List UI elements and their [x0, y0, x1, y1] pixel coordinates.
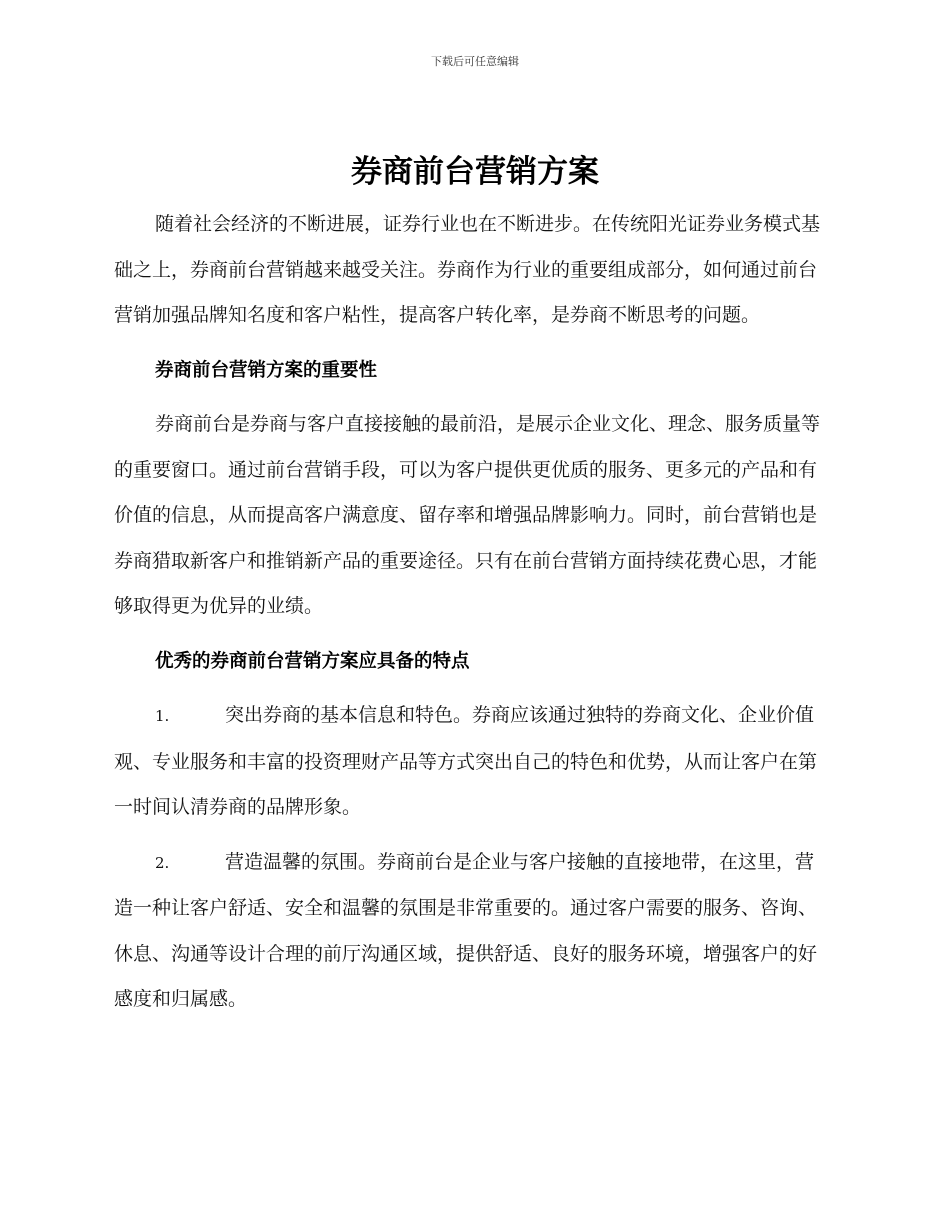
intro-paragraph: 随着社会经济的不断进展，证券行业也在不断进步。在传统阳光证券业务模式基础之上，券商前台营销越来越受关注。券商作为行业的重要组成部分，如何通过前台营销加强品牌知名度和客户粘性，提高客户转化率，是券商不断思考的问题。 [114, 213, 821, 326]
section-heading-features: 优秀的券商前台营销方案应具备的特点 [155, 650, 470, 672]
list-item-number: 2. [155, 853, 170, 872]
document-body [114, 202, 830, 1023]
document-title: 券商前台营销方案 [351, 154, 599, 190]
importance-paragraph: 券商前台是券商与客户直接接触的最前沿，是展示企业文化、理念、服务质量等的重要窗口。通过前台营销手段，可以为客户提供更优质的服务、更多元的产品和有价值的信息，从而提高客户满意度、留存率和增强品牌影响力。同时，前台营销也是券商猎取新客户和推销新产品的重要途径。只有在前台营销方面持续花费心思，才能够取得更为优异的业绩。 [114, 413, 821, 617]
list-item-text: 突出券商的基本信息和特色。券商应该通过独特的券商文化、企业价值观、专业服务和丰富的投资理财产品等方式突出自己的特色和优势，从而让客户在第一时间认清券商的品牌形象。 [114, 704, 818, 818]
list-item-text: 营造温馨的氛围。券商前台是企业与客户接触的直接地带，在这里，营造一种让客户舒适、安全和温馨的氛围是非常重要的。通过客户需要的服务、咨询、休息、沟通等设计合理的前厅沟通区域，提供舒适、良好的服务环境，增强客户的好感度和归属感。 [114, 850, 818, 1010]
list-item [114, 840, 830, 1023]
page-header-note: 下载后可任意编辑 [431, 55, 519, 68]
section-heading-importance: 券商前台营销方案的重要性 [155, 359, 378, 381]
list-item-number: 1. [155, 707, 170, 725]
list-item [114, 693, 830, 831]
